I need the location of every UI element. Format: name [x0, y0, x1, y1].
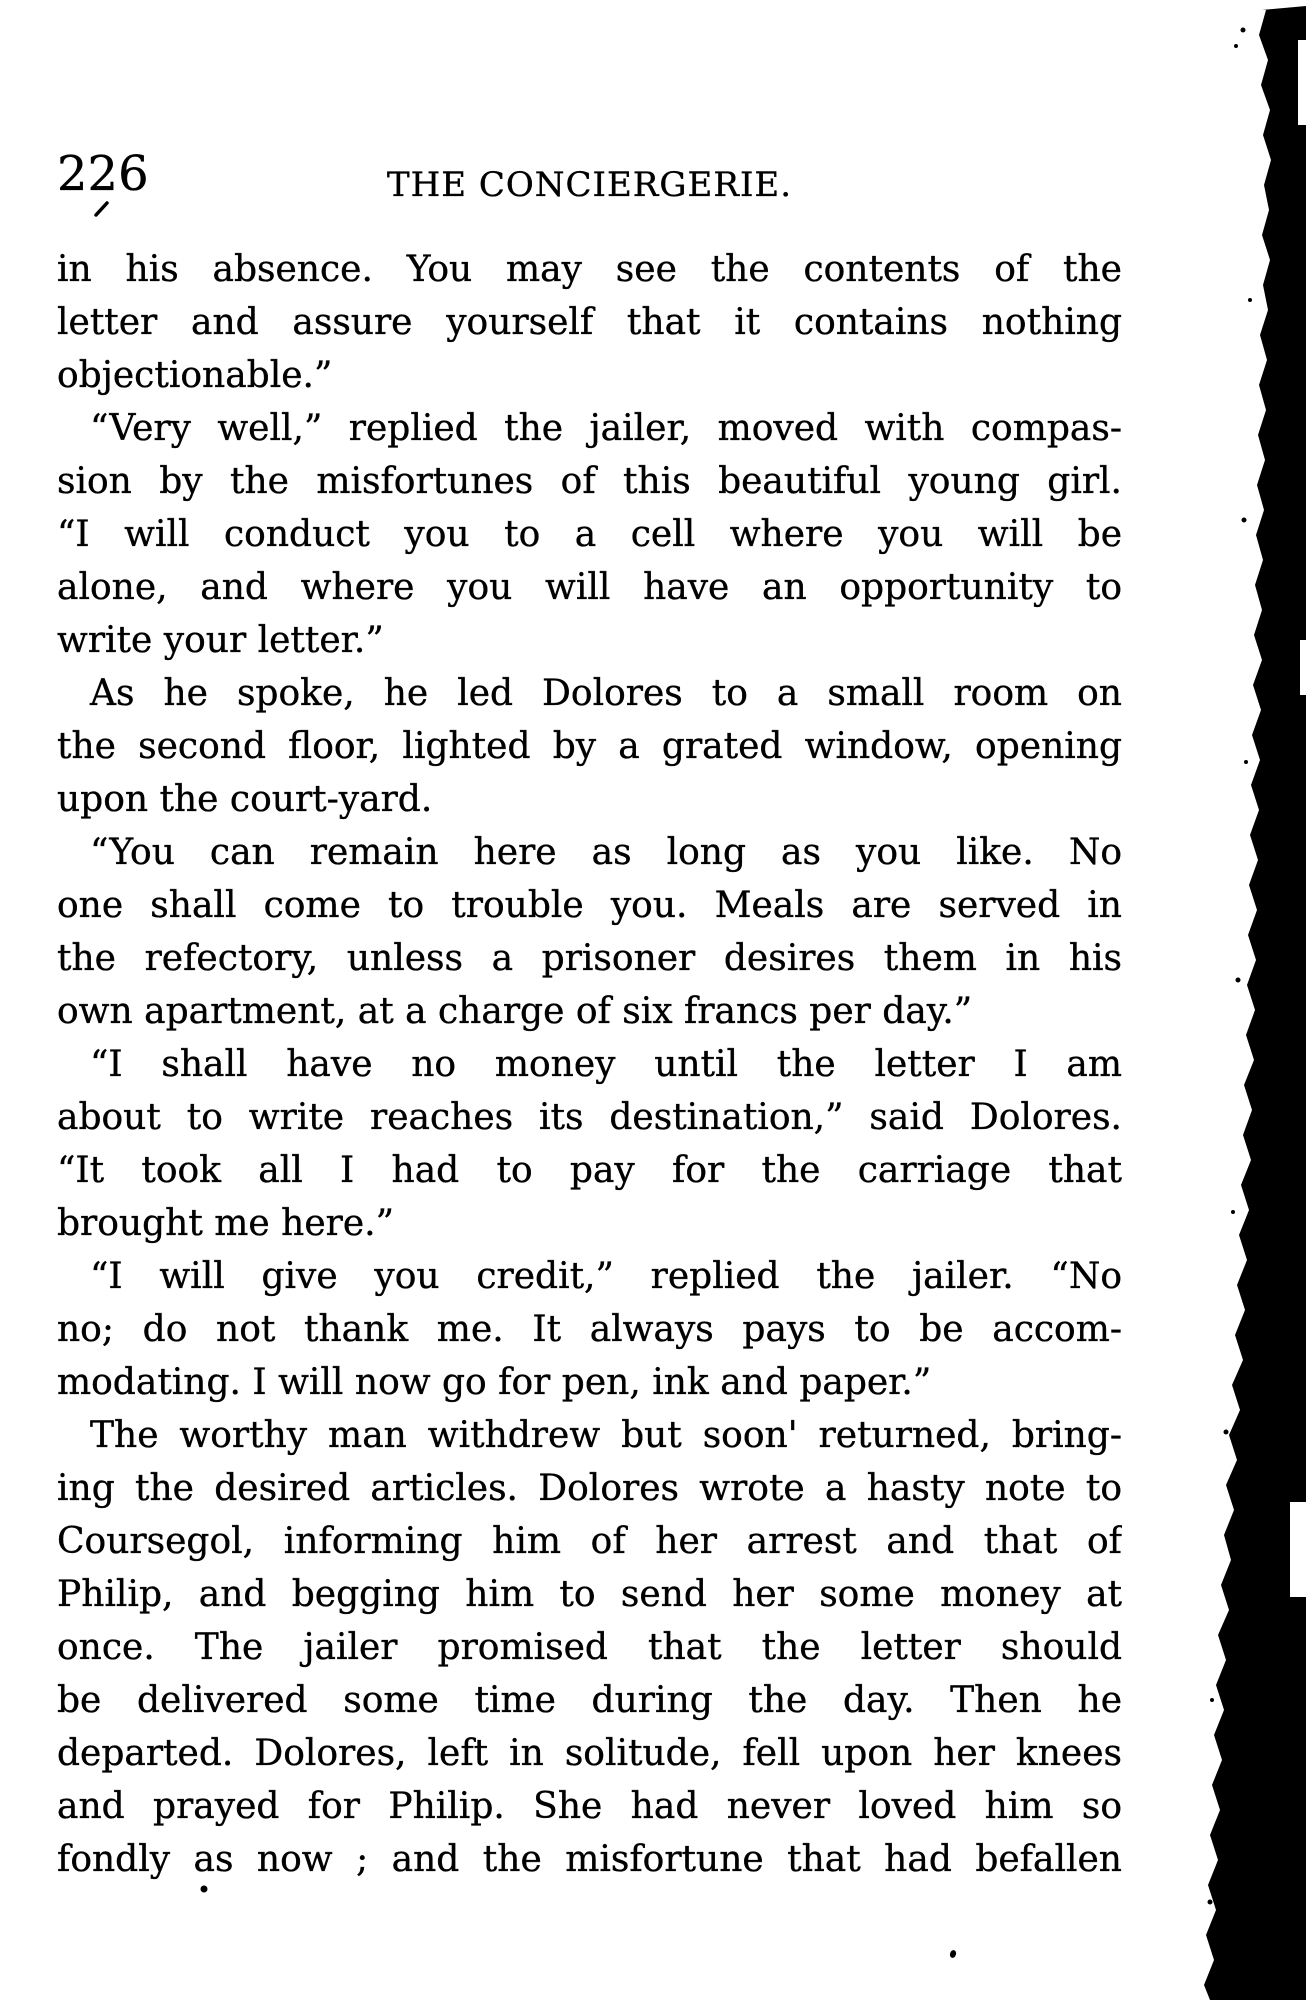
text-line: departed. Dolores, left in solitude, fell upon her knees — [57, 1733, 1122, 1774]
ink-speck — [1248, 298, 1252, 302]
text-line: the refectory, unless a prisoner desires them in his — [57, 938, 1122, 979]
scan-band-notch — [1290, 1502, 1306, 1597]
text-line: Philip, and begging him to send her some money at — [57, 1574, 1122, 1615]
ink-speck — [1236, 978, 1241, 983]
scan-band-right — [1204, 6, 1306, 2000]
text-line: sion by the misfortunes of this beautiful young girl. — [57, 461, 1122, 502]
ink-speck — [1231, 1210, 1235, 1214]
ink-speck — [949, 1949, 957, 1958]
ink-speck — [1244, 760, 1248, 764]
text-block — [57, 243, 1122, 1886]
text-line: in his absence. You may see the contents of the — [57, 249, 1122, 290]
text-line: objectionable.” — [57, 355, 333, 396]
text-line: ing the desired articles. Dolores wrote a hasty note to — [57, 1468, 1122, 1509]
text-line: no; do not thank me. It always pays to be accom- — [57, 1309, 1122, 1350]
text-line: letter and assure yourself that it contains nothing — [57, 302, 1122, 343]
text-line: the second floor, lighted by a grated window, opening — [57, 726, 1122, 767]
text-line: be delivered some time during the day. Then he — [57, 1680, 1122, 1721]
text-line: write your letter.” — [57, 620, 384, 661]
ink-speck — [1234, 44, 1238, 48]
text-line: Coursegol, informing him of her arrest and that of — [57, 1521, 1122, 1562]
text-line: once. The jailer promised that the letter should — [57, 1627, 1122, 1668]
text-line: about to write reaches its destination,” said Dolores. — [57, 1097, 1122, 1138]
text-line: fondly as now ; and the misfortune that had befallen — [57, 1839, 1122, 1880]
text-line: “I shall have no money until the letter I am — [90, 1044, 1122, 1085]
text-line: As he spoke, he led Dolores to a small room on — [90, 673, 1122, 714]
scan-band-notch — [1298, 40, 1306, 125]
ink-speck — [1210, 1698, 1214, 1702]
scan-band-notch — [1300, 640, 1306, 695]
text-line: modating. I will now go for pen, ink and paper.” — [57, 1362, 932, 1403]
page-number: 226 — [57, 146, 149, 202]
ink-tick-mark — [96, 203, 107, 215]
text-line: “I will give you credit,” replied the jailer. “No — [90, 1256, 1122, 1297]
text-line: upon the court-yard. — [57, 779, 433, 820]
text-line: own apartment, at a charge of six francs per day.” — [57, 991, 973, 1032]
ink-speck — [1224, 1430, 1229, 1435]
ink-speck — [201, 1886, 208, 1893]
ink-speck — [1208, 1900, 1213, 1905]
running-head: THE CONCIERGERIE. — [386, 165, 793, 205]
text-line: The worthy man withdrew but soon' returned, bring- — [90, 1415, 1122, 1456]
text-line: one shall come to trouble you. Meals are served in — [57, 885, 1122, 926]
text-line: alone, and where you will have an opportunity to — [57, 567, 1122, 608]
text-line: “Very well,” replied the jailer, moved with compas- — [90, 408, 1122, 449]
text-line: “You can remain here as long as you like. No — [90, 832, 1122, 873]
ink-speck — [1241, 28, 1246, 33]
text-line: “I will conduct you to a cell where you will be — [57, 514, 1122, 555]
text-line: brought me here.” — [57, 1203, 394, 1244]
text-line: “It took all I had to pay for the carriage that — [57, 1150, 1122, 1191]
text-line: and prayed for Philip. She had never loved him so — [57, 1786, 1122, 1827]
ink-speck — [1242, 518, 1247, 523]
